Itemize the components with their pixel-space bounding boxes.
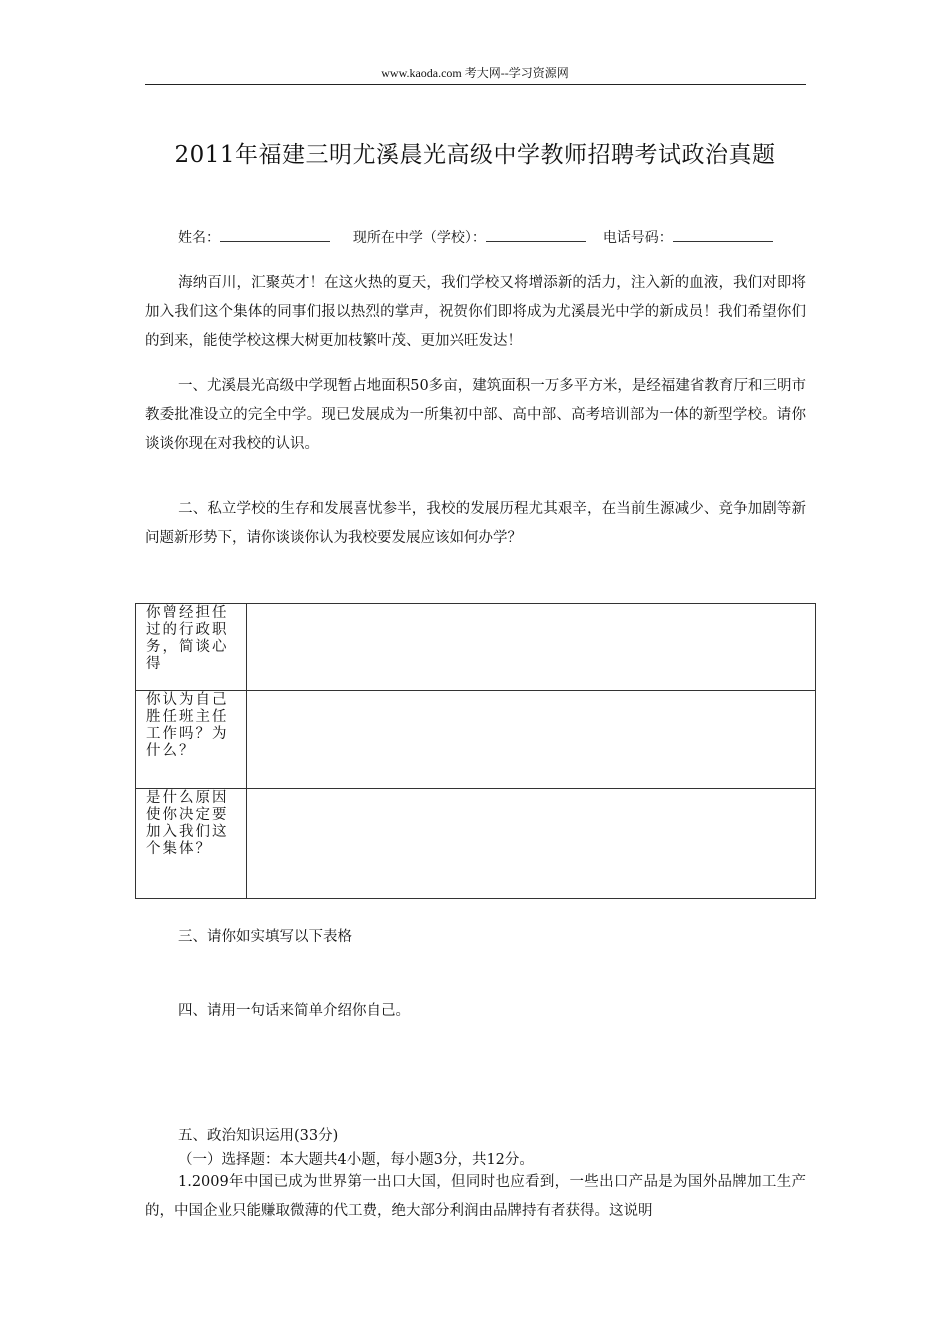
- header-divider: [145, 84, 806, 85]
- section-5-item-1: [145, 1168, 806, 1226]
- intro-paragraph: [145, 269, 806, 356]
- table-row: [136, 789, 816, 899]
- table-answer-cell[interactable]: [247, 604, 816, 691]
- question-4: 四、请用一句话来简单介绍你自己。: [178, 1003, 410, 1019]
- question-1: [145, 372, 806, 459]
- table-answer-cell[interactable]: [247, 789, 816, 899]
- phone-blank[interactable]: [673, 227, 773, 242]
- school-label: 现所在中学（学校）：: [352, 230, 486, 246]
- question-3: 三、请你如实填写以下表格: [178, 929, 352, 945]
- question-1-text: 一、尤溪晨光高级中学现暂占地面积50多亩，建筑面积一万多平方米，是经福建省教育厅和三明市教委批准设立的完全中学。现已发展成为一所集初中部、高中部、高考培训部为一体的新型学校。请你谈谈你现在对我校的认识。: [145, 378, 806, 452]
- table-row: [136, 691, 816, 789]
- question-2-text: 二、私立学校的生存和发展喜忧参半，我校的发展历程尤其艰辛，在当前生源减少、竞争加剧等新问题新形势下，请你谈谈你认为我校要发展应该如何办学？: [145, 501, 806, 546]
- page-header: www.kaoda.com 考大网--学习资源网: [381, 66, 569, 80]
- name-label: 姓名：: [178, 230, 220, 246]
- table-question-cell: 你曾经担任过的行政职务，简谈心得: [136, 604, 247, 691]
- name-blank[interactable]: [220, 227, 330, 242]
- table-row: [136, 604, 816, 691]
- table-question-cell: 你认为自己胜任班主任工作吗？为什么？: [136, 691, 247, 789]
- document-title: 2011年福建三明尤溪晨光高级中学教师招聘考试政治真题: [174, 142, 776, 168]
- section-5-heading: 五、政治知识运用(33分): [178, 1128, 339, 1144]
- phone-label: 电话号码：: [602, 230, 673, 246]
- table-answer-cell[interactable]: [247, 691, 816, 789]
- section-5-item-1-text: 1.2009年中国已成为世界第一出口大国，但同时也应看到，一些出口产品是为国外品牌加工生产的，中国企业只能赚取微薄的代工费，绝大部分利润由品牌持有者获得。这说明: [145, 1174, 806, 1219]
- answer-table: [135, 603, 816, 899]
- table-question-cell: 是什么原因使你决定要加入我们这个集体？: [136, 789, 247, 899]
- school-blank[interactable]: [486, 227, 586, 242]
- intro-text: 海纳百川，汇聚英才！在这火热的夏天，我们学校又将增添新的活力，注入新的血液，我们对即将加入我们这个集体的同事们报以热烈的掌声，祝贺你们即将成为尤溪晨光中学的新成员！我们希望你们的到来，能使学校这棵大树更加枝繁叶茂、更加兴旺发达！: [145, 275, 806, 349]
- applicant-info-row: [178, 227, 773, 247]
- question-2: [145, 495, 806, 553]
- section-5-subheading: （一）选择题：本大题共4小题，每小题3分，共12分。: [178, 1152, 534, 1168]
